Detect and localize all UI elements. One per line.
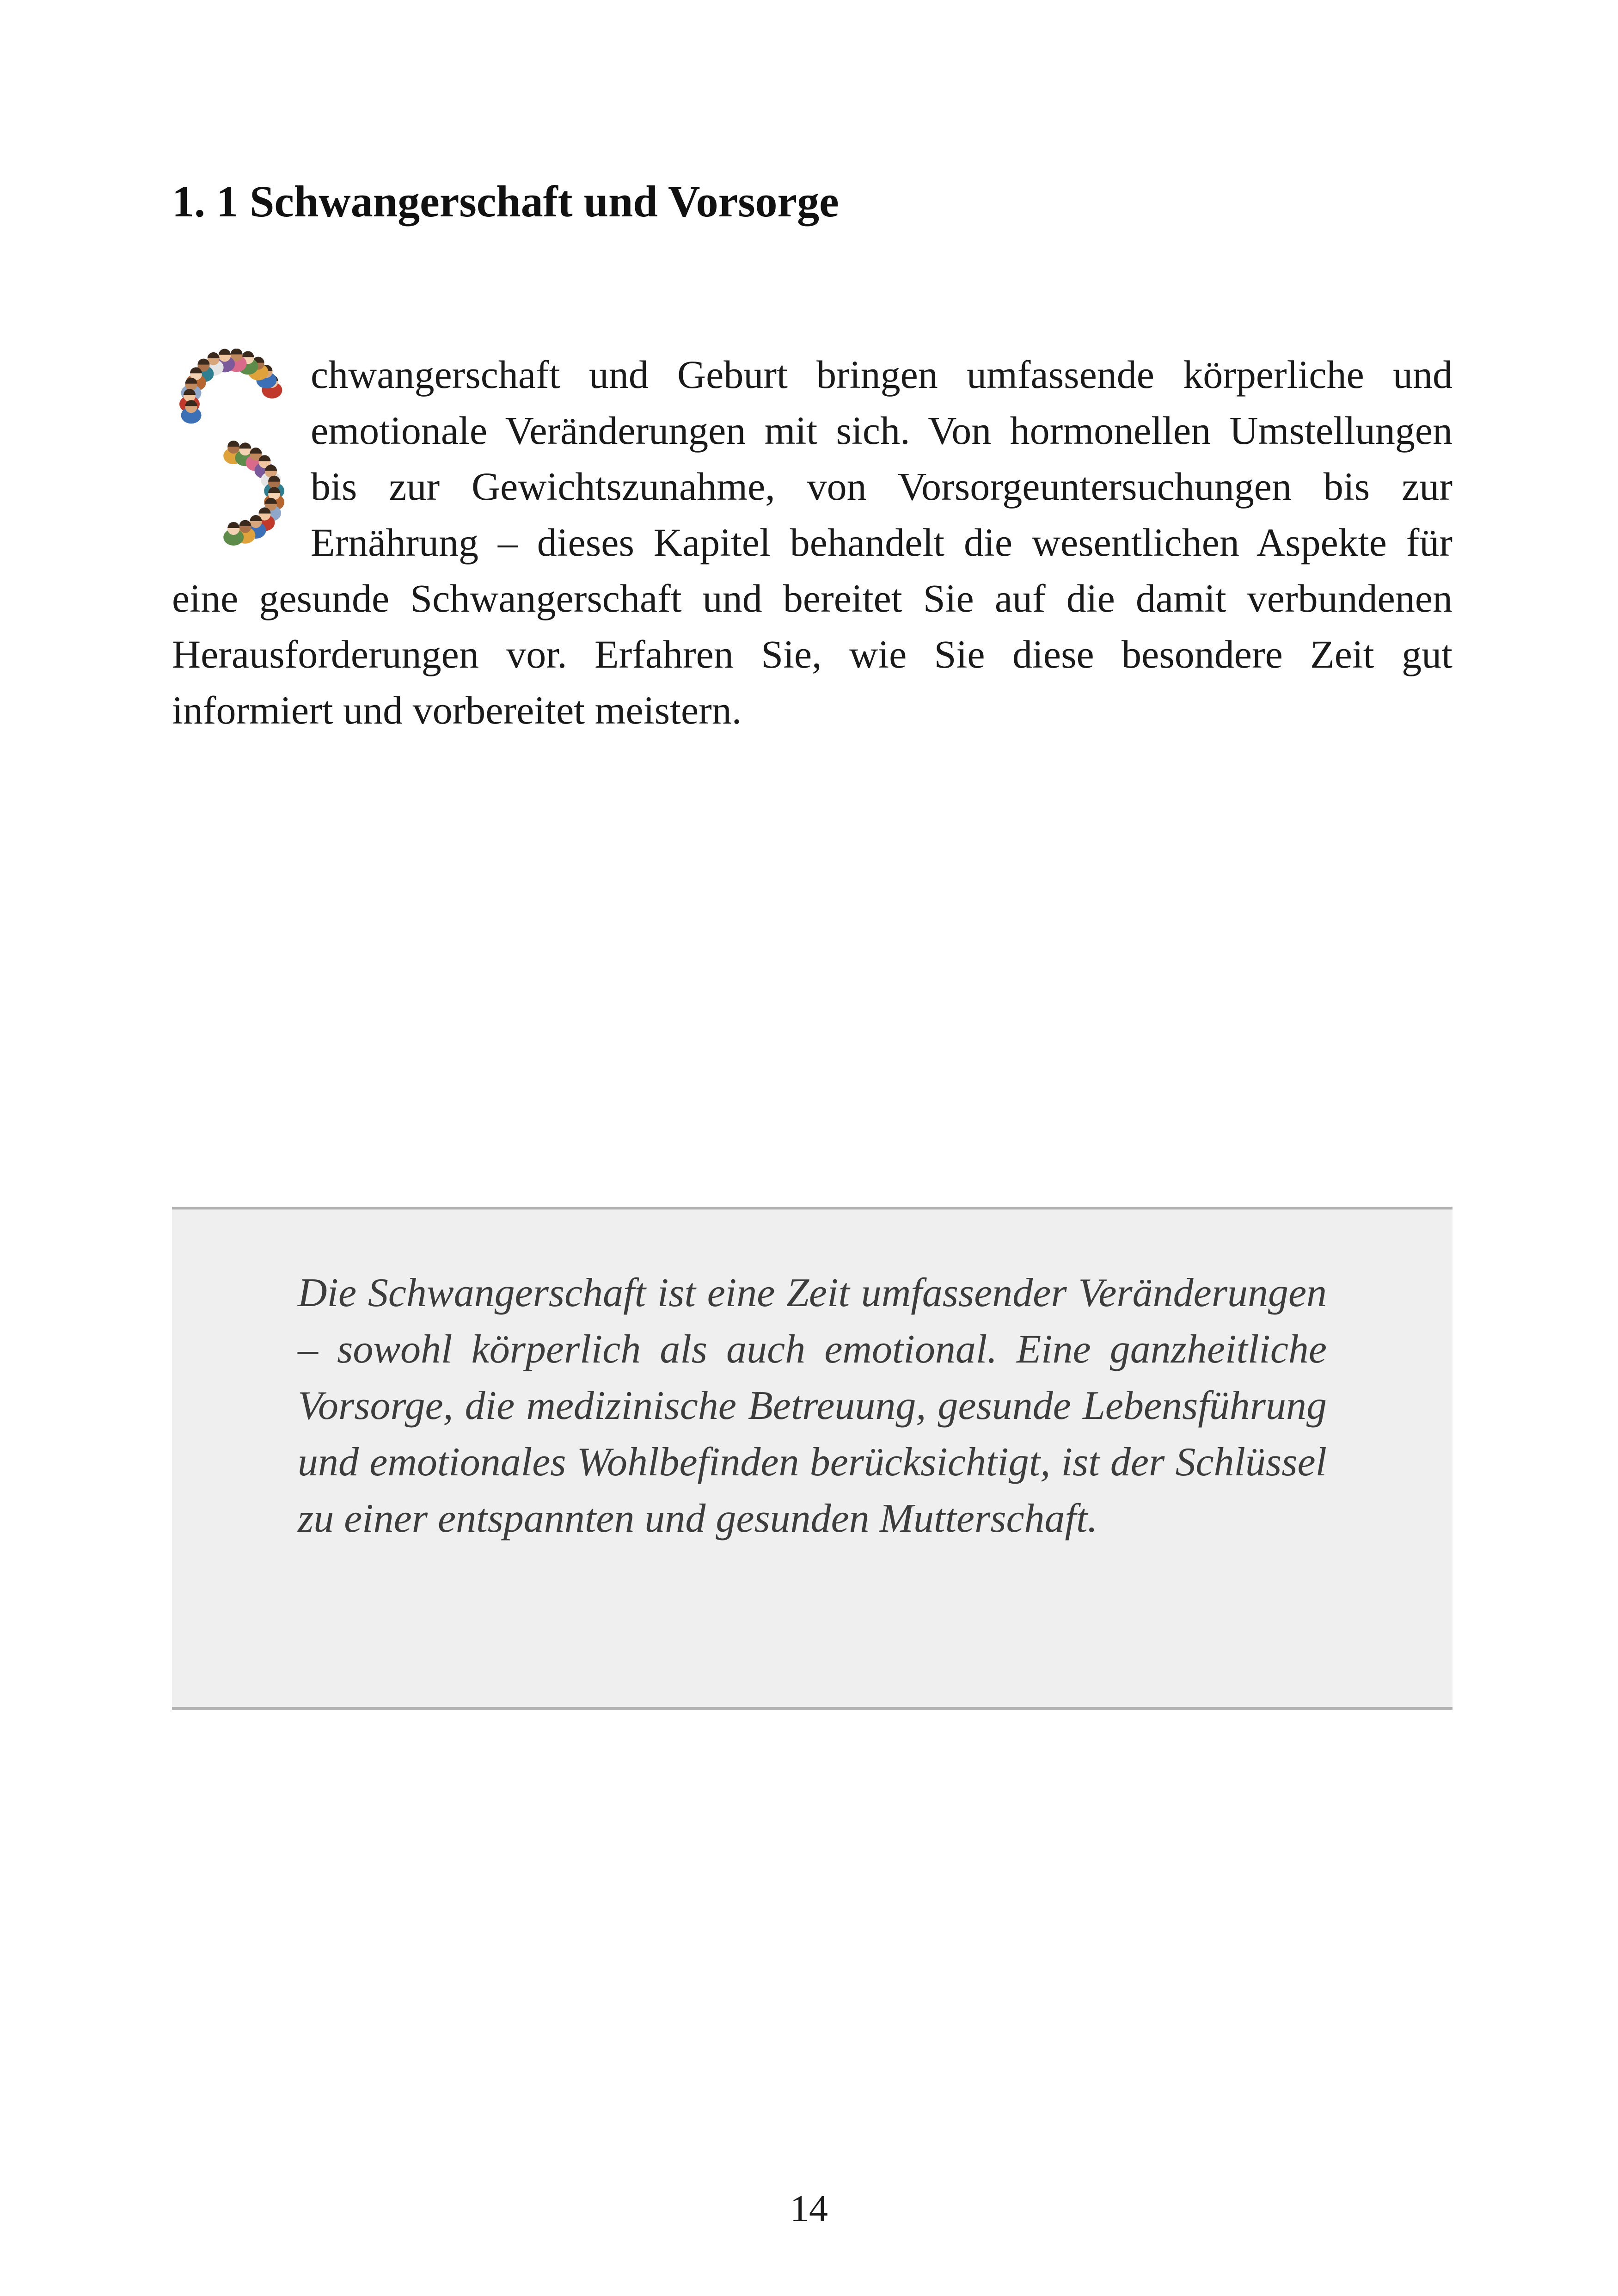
page-number: 14 (790, 2187, 828, 2229)
callout-quote: Die Schwangerschaft ist eine Zeit umfassender Veränderungen – sowohl körperlich als auch emotional. Eine ganzheitliche Vorsorge, die medizinische Betreuung, gesunde Lebensführung und emotionales Wohlbefinden berücksichtigt, ist der Schlüssel zu einer entspannten und gesunden Mutterschaft. (298, 1271, 1327, 1541)
dropcap-children-letter-s-image (172, 349, 292, 552)
section-heading: 1. 1 Schwangerschaft und Vorsorge (172, 177, 839, 226)
callout-box (172, 1207, 1453, 1710)
intro-paragraph (172, 347, 1453, 738)
intro-text: chwangerschaft und Geburt bringen umfassende körperliche und emotionale Veränderungen mit sich. Von hormonellen Umstellungen bis zur Gewichtszunahme, von Vorsorgeuntersuchungen bis zur Ernährung – dieses Kapitel behandelt die wesentlichen Aspekte für eine gesunde Schwangerschaft und bereitet Sie auf die damit verbundenen Herausforderungen vor. Erfahren Sie, wie Sie diese besondere Zeit gut informiert und vorbereitet meistern. (172, 352, 1453, 732)
